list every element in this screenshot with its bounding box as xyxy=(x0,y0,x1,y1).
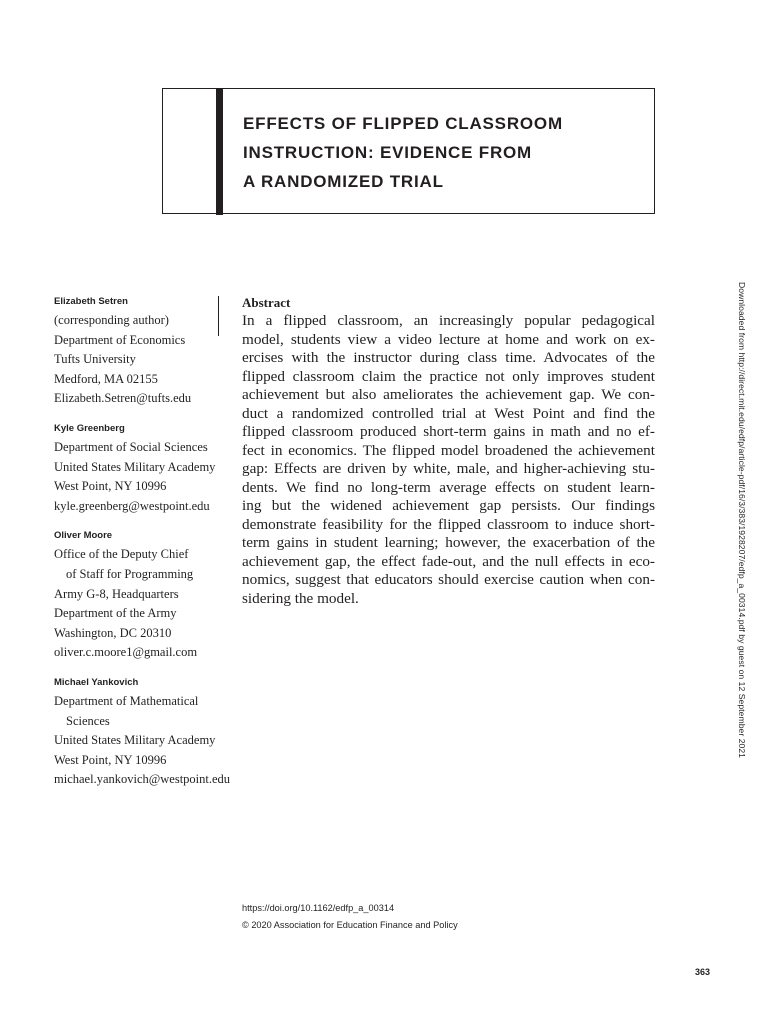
author-name: Kyle Greenberg xyxy=(54,422,125,434)
title-line: INSTRUCTION: EVIDENCE FROM xyxy=(243,143,533,162)
author-department: Sciences xyxy=(66,713,110,728)
author-institution: United States Military Academy xyxy=(54,733,216,748)
title-box xyxy=(162,88,655,214)
author-name: Michael Yankovich xyxy=(54,676,139,688)
author-name: Elizabeth Setren xyxy=(54,296,128,307)
abstract-line: ing but the widened achievement gap persists. Our findings xyxy=(242,497,655,514)
title-line: A RANDOMIZED TRIAL xyxy=(243,172,444,191)
abstract-line: achievement but also ameliorates the achievement gap. We con- xyxy=(242,386,655,403)
abstract-line: gap: Effects are driven by white, male, and higher-achieving stu- xyxy=(242,460,655,477)
author-block xyxy=(54,292,224,409)
author-block xyxy=(54,419,224,516)
abstract-line: flipped classroom claim the practice not only improves student xyxy=(242,367,655,385)
title-accent-bar xyxy=(216,88,223,215)
author-list xyxy=(54,292,231,800)
author-address: Medford, MA 02155 xyxy=(54,371,158,386)
author-office: Army G-8, Headquarters xyxy=(54,586,179,601)
abstract-body xyxy=(242,312,655,608)
author-institution: United States Military Academy xyxy=(54,459,216,474)
author-address: West Point, NY 10996 xyxy=(54,752,167,767)
abstract-line: demonstrate feasibility for the flipped classroom to induce short- xyxy=(242,515,655,533)
download-watermark: Downloaded from http://direct.mit.edu/edfp/article-pdf/16/3/383/1928207/edfp_a_00314.pdf by guest on 12 September 2021 xyxy=(737,282,747,759)
author-email: Elizabeth.Setren@tufts.edu xyxy=(54,391,192,406)
author-block xyxy=(54,673,231,790)
author-department: Department of the Army xyxy=(54,606,177,621)
abstract-line: flipped classroom produced short-term gains in math and no ef- xyxy=(242,423,655,440)
author-institution: Tufts University xyxy=(54,352,136,367)
abstract-section xyxy=(242,294,655,608)
author-address: West Point, NY 10996 xyxy=(54,479,167,494)
author-office: of Staff for Programming xyxy=(66,566,194,581)
page-number: 363 xyxy=(695,967,711,977)
author-address: Washington, DC 20310 xyxy=(54,625,172,640)
abstract-line: fect in economics. The flipped model broadened the achievement xyxy=(242,441,655,459)
abstract-line: In a flipped classroom, an increasingly popular pedagogical xyxy=(242,312,655,329)
doi-link[interactable]: https://doi.org/10.1162/edfp_a_00314 xyxy=(242,903,395,913)
abstract-line: term gains in student learning; however, the exacerbation of the xyxy=(242,534,655,551)
abstract-line: dents. We find no long-term average effects on student learn- xyxy=(242,478,655,496)
copyright-notice: © 2020 Association for Education Finance and Policy xyxy=(242,920,458,930)
abstract-heading: Abstract xyxy=(242,295,291,310)
author-email: oliver.c.moore1@gmail.com xyxy=(54,645,198,660)
abstract-line: sidering the model. xyxy=(242,589,359,607)
author-department: Department of Economics xyxy=(54,332,186,347)
page-footer xyxy=(242,900,458,934)
author-note: (corresponding author) xyxy=(54,313,169,327)
abstract-line: model, students view a video lecture at home and work on ex- xyxy=(242,330,655,348)
author-email: michael.yankovich@westpoint.edu xyxy=(54,772,231,787)
title-line: EFFECTS OF FLIPPED CLASSROOM xyxy=(243,114,563,133)
article-title xyxy=(243,109,643,196)
author-department: Department of Mathematical xyxy=(54,693,199,708)
abstract-line: ercises with the instructor during class time. Advocates of the xyxy=(242,349,655,366)
author-name: Oliver Moore xyxy=(54,530,113,542)
abstract-line: duct a randomized controlled trial at West Point and find the xyxy=(242,404,655,422)
abstract-line: achievement gap, the effect fade-out, and the null effects in eco- xyxy=(242,552,655,570)
author-department: Department of Social Sciences xyxy=(54,439,208,454)
abstract-line: nomics, suggest that educators should exercise caution when con- xyxy=(242,571,655,588)
author-email: kyle.greenberg@westpoint.edu xyxy=(54,498,210,513)
author-office: Office of the Deputy Chief xyxy=(54,547,189,562)
author-block xyxy=(54,526,224,663)
